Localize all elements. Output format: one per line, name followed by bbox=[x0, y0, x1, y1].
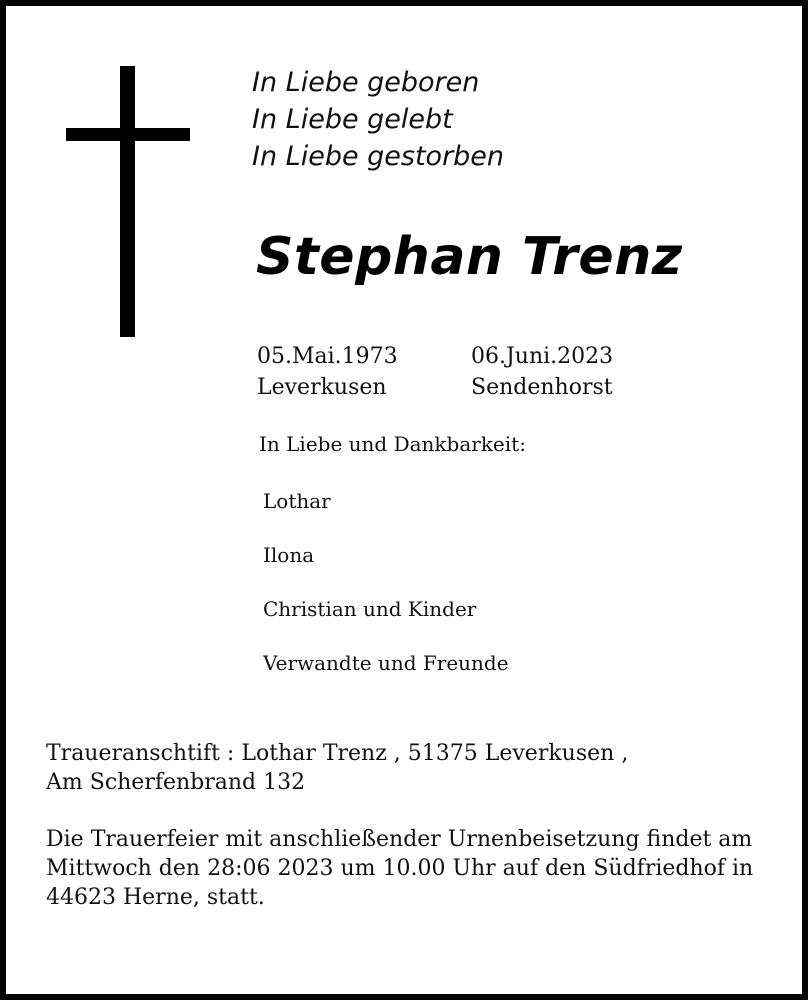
address-line-2: Am Scherfenbrand 132 bbox=[46, 770, 306, 795]
birth-place: Leverkusen bbox=[257, 375, 387, 400]
motto-line-2: In Liebe gelebt bbox=[252, 104, 453, 135]
funeral-line-3: 44623 Herne, statt. bbox=[46, 885, 265, 910]
motto-line-1: In Liebe geboren bbox=[252, 67, 480, 98]
cross-horizontal-beam bbox=[66, 128, 190, 141]
death-info bbox=[471, 341, 613, 403]
funeral-line-2: Mittwoch den 28:06 2023 um 10.00 Uhr auf den Südfriedhof in bbox=[46, 856, 754, 881]
mourner-item: Ilona bbox=[263, 543, 315, 567]
deceased-name: Stephan Trenz bbox=[256, 227, 683, 287]
funeral-line-1: Die Trauerfeier mit anschließender Urnenbeisetzung findet am bbox=[46, 827, 753, 852]
mourner-item: Christian und Kinder bbox=[263, 597, 477, 621]
mourner-item: Verwandte und Freunde bbox=[263, 651, 509, 675]
mourners-list bbox=[263, 487, 509, 703]
cross-vertical-beam bbox=[120, 66, 135, 337]
mourning-address bbox=[46, 739, 628, 797]
address-line-1: Traueranschtift : Lothar Trenz , 51375 Leverkusen , bbox=[46, 741, 629, 766]
motto bbox=[252, 64, 504, 175]
mourner-item: Lothar bbox=[263, 489, 331, 513]
death-place: Sendenhorst bbox=[471, 375, 613, 400]
funeral-details bbox=[46, 825, 753, 912]
death-date: 06.Juni.2023 bbox=[471, 344, 614, 369]
motto-line-3: In Liebe gestorben bbox=[252, 141, 505, 172]
birth-info bbox=[257, 341, 398, 403]
birth-date: 05.Mai.1973 bbox=[257, 344, 398, 369]
thanks-line: In Liebe und Dankbarkeit: bbox=[259, 432, 526, 456]
